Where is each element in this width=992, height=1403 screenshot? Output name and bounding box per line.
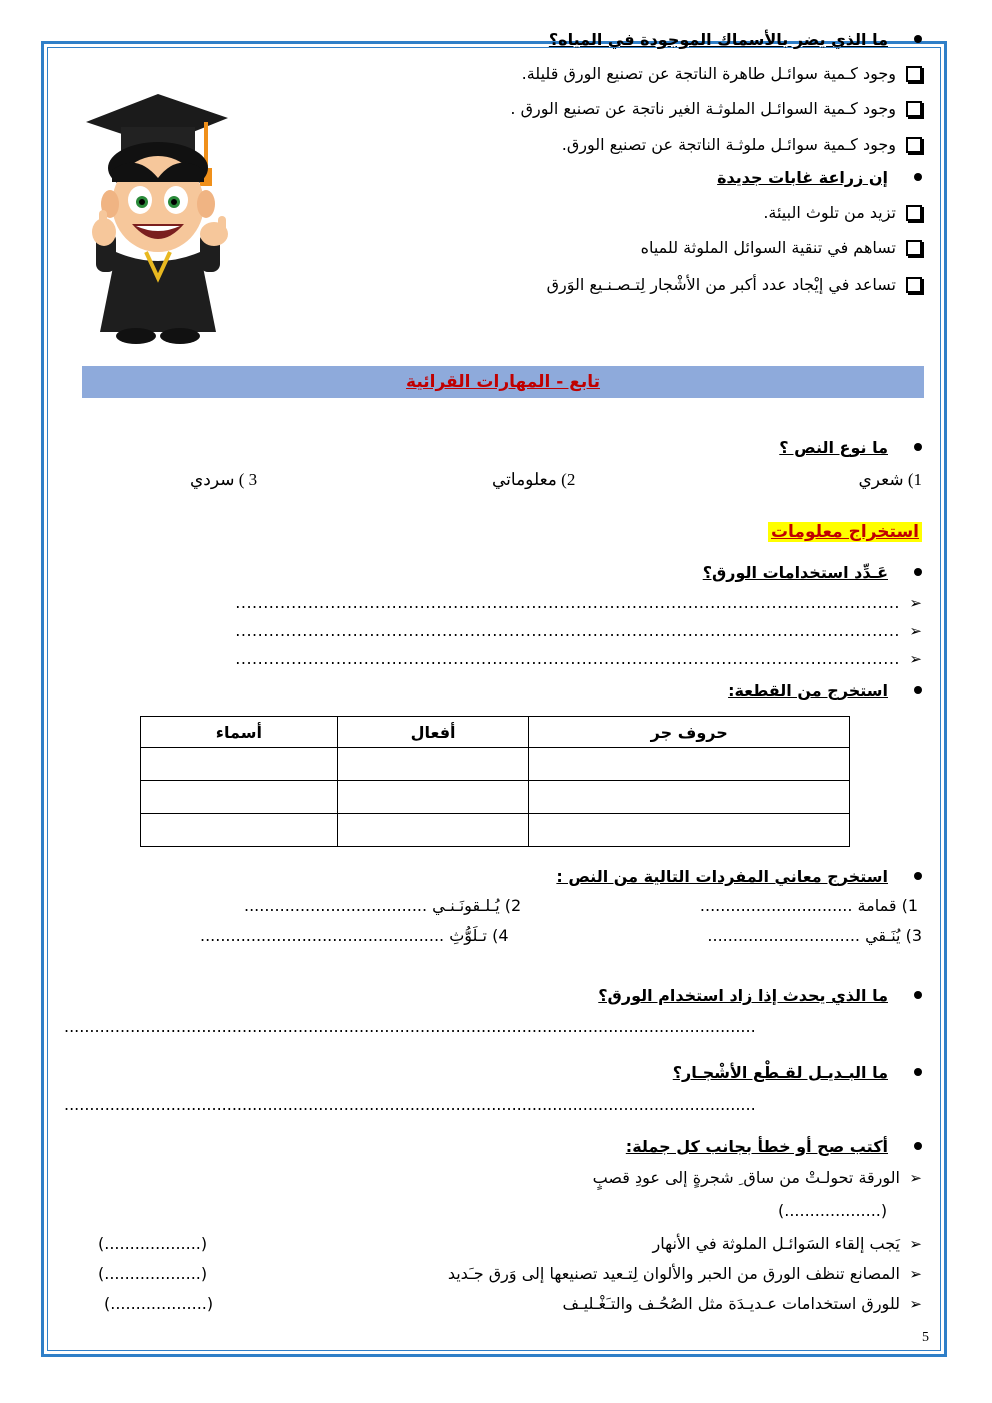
arrow-bullet-icon: ➢ [909,650,922,668]
answer-line[interactable]: ➢....................................................................................................................... [235,649,922,668]
question-increase: ما الذي يحدث إذا زاد استخدام الورق؟ [598,986,922,1005]
question-forests: إن زراعة غابات جديدة [717,168,922,187]
extract-heading: استخراج معلومات [768,522,922,542]
answer-line[interactable]: ........................................................................................................................................ [64,1095,756,1114]
table-row [141,781,850,814]
meaning-item[interactable]: 2) يُـلـقونَـنـي .................................... [244,896,522,915]
arrow-bullet-icon: ➢ [909,622,922,640]
answer-blank[interactable]: (...................) [104,1294,214,1313]
table-row [141,814,850,847]
table-cell[interactable] [529,748,850,781]
meaning-item[interactable]: 1) قمامة .............................. [699,896,918,915]
answer-blank[interactable]: (...................) [98,1234,208,1253]
question-uses: عَـدِّد استخدامات الورق؟ [703,563,922,582]
statement-row: ➢الورقة تحولـتْ من ساق ِ شجرةٍ إلى عودِ قصبٍ [592,1168,922,1187]
bullet-icon [914,173,922,181]
checkbox-icon[interactable] [906,137,922,153]
bullet-icon [914,872,922,880]
table-cell[interactable] [337,781,529,814]
answer-blank[interactable]: (...................) [778,1201,888,1220]
arrow-bullet-icon: ➢ [909,1265,922,1283]
option-narrative[interactable]: 3 ) سردي [190,470,258,489]
answer-blank[interactable]: (...................) [98,1264,208,1283]
checkbox-icon[interactable] [906,66,922,82]
arrow-bullet-icon: ➢ [909,1295,922,1313]
table-cell[interactable] [529,781,850,814]
table-cell[interactable] [141,748,338,781]
arrow-bullet-icon: ➢ [909,1169,922,1187]
graduate-student-illustration [66,82,246,364]
answer-line[interactable]: ➢....................................................................................................................... [235,593,922,612]
bullet-icon [914,1142,922,1150]
meaning-item[interactable]: 3) يُنَـقي .............................. [707,926,922,945]
section-banner: تابع - المهارات القرائية [82,366,924,398]
option-row[interactable]: تساعد في إيْجاد عدد أكبر من الأشْجار لِتـصـنـيع الوَرق [547,275,922,294]
answer-line[interactable]: ➢....................................................................................................................... [235,621,922,640]
option-row[interactable]: وجود كـمية سوائـل ملوثـة الناتجة عن تصنيع الورق. [562,135,922,154]
option-row[interactable]: وجود كـمية سوائـل طاهرة الناتجة عن تصنيع الورق قليلة. [522,64,922,83]
bullet-icon [914,35,922,43]
table-cell[interactable] [337,748,529,781]
bullet-icon [914,443,922,451]
bullet-icon [914,991,922,999]
checkbox-icon[interactable] [906,277,922,293]
checkbox-icon[interactable] [906,101,922,117]
header-prepositions: حروف جر [529,717,850,748]
header-verbs: أفعال [337,717,529,748]
question-alternative: ما البـديـل لقـطْع الأشْجـار؟ [673,1063,922,1082]
extract-table [140,716,850,847]
bullet-icon [914,686,922,694]
statement-row: ➢للورق استخدامات عـديـدَة مثل الصُحُـف والتـَغْـليـف [562,1294,922,1313]
page-number: 5 [922,1330,929,1345]
table-cell[interactable] [337,814,529,847]
option-row[interactable]: تزيد من تلوث البيئة. [763,203,922,222]
meaning-item[interactable]: 4) تـلَوُّثِ ................................................ [200,926,509,945]
question-fish: ما الذي يضر بالأسماك الموجودة في المياه؟ [549,30,922,49]
option-poetic[interactable]: 1) شعري [858,470,922,489]
answer-line[interactable]: ........................................................................................................................................ [64,1017,756,1036]
option-row[interactable]: تساهم في تنقية السوائل الملوثة للمياه [641,238,922,257]
question-extract: استخرج من القطعة: [728,681,922,700]
checkbox-icon[interactable] [906,240,922,256]
bullet-icon [914,1068,922,1076]
option-row[interactable]: وجود كـمية السوائـل الملوثـة الغير ناتجة عن تصنيع الورق . [510,99,922,118]
checkbox-icon[interactable] [906,205,922,221]
bullet-icon [914,568,922,576]
arrow-bullet-icon: ➢ [909,594,922,612]
table-cell[interactable] [529,814,850,847]
option-informative[interactable]: 2) معلوماتي [492,470,576,489]
table-cell[interactable] [141,814,338,847]
table-row [141,748,850,781]
statement-row: ➢المصانع تنظف الورق من الحبر والألوان لِتـعيد تصنيعها إلى وَرق جـَديد [447,1264,922,1283]
statement-row: ➢يَجب إلقاء السَوائـل الملوثة في الأنهار [652,1234,922,1253]
question-meanings: استخرج معاني المفردات التالية من النص : [556,867,922,886]
table-cell[interactable] [141,781,338,814]
arrow-bullet-icon: ➢ [909,1235,922,1253]
question-text-type: ما نوع النص ؟ [779,438,922,457]
question-true-false: أكتب صح أو خطأ بجانب كل جملة: [626,1137,922,1156]
header-nouns: أسماء [141,717,338,748]
